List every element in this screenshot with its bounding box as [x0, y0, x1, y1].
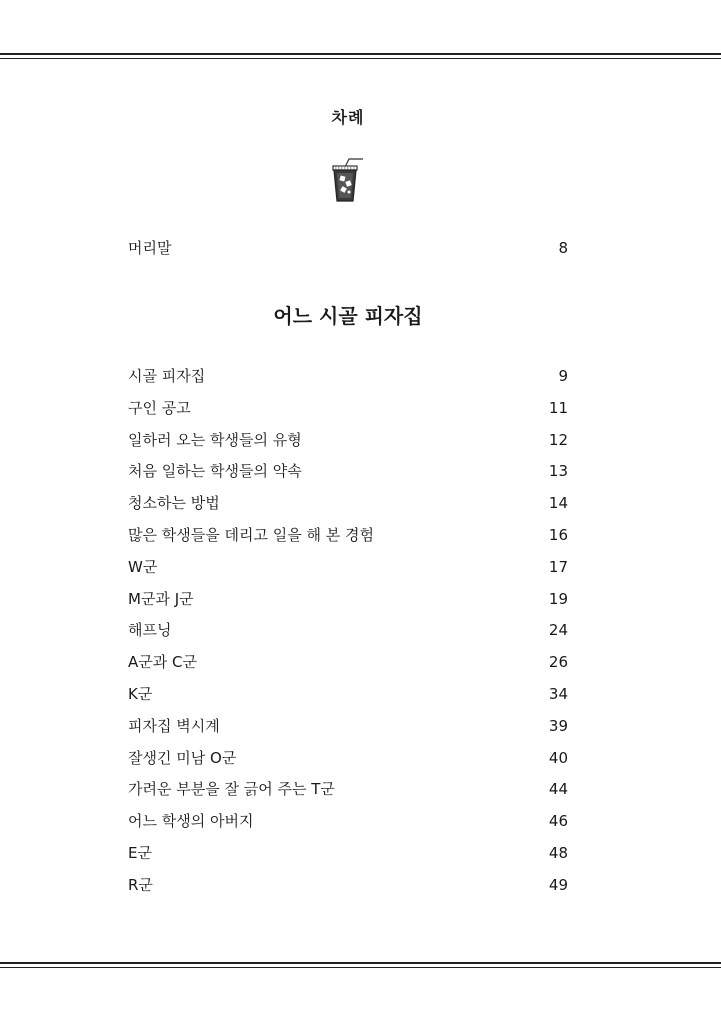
entry-label: W군: [128, 558, 158, 576]
entry-page: 40: [548, 749, 568, 767]
toc-entry: [128, 875, 568, 895]
entry-page: 19: [548, 590, 568, 608]
entry-page: 9: [558, 367, 568, 385]
entry-page: 49: [548, 876, 568, 894]
entry-page: 11: [548, 399, 568, 417]
entry-page: 34: [548, 685, 568, 703]
entry-label: A군과 C군: [128, 653, 197, 671]
entry-page: 48: [548, 844, 568, 862]
toc-entry: [128, 461, 568, 481]
entry-page: 44: [548, 780, 568, 798]
toc-entry: [128, 684, 568, 704]
entry-page: 12: [548, 431, 568, 449]
toc-entry: [128, 430, 568, 450]
iced-drink-cup-icon: [329, 157, 365, 203]
entry-page: 24: [548, 621, 568, 639]
entry-label: 머리말: [128, 239, 172, 257]
entry-label: E군: [128, 844, 152, 862]
toc-entry: [128, 716, 568, 736]
toc-entry: [128, 366, 568, 386]
entry-label: 잘생긴 미남 O군: [128, 749, 237, 767]
entry-label: 일하러 오는 학생들의 유형: [128, 431, 302, 449]
toc-entry: [128, 398, 568, 418]
entry-page: 39: [548, 717, 568, 735]
entry-page: 17: [548, 558, 568, 576]
entry-page: 8: [558, 239, 568, 257]
entry-page: 14: [548, 494, 568, 512]
entry-label: 많은 학생들을 데리고 일을 해 본 경험: [128, 526, 374, 544]
toc-entry-preface: [128, 238, 568, 258]
toc-entry: [128, 557, 568, 577]
entry-label: 시골 피자집: [128, 367, 206, 385]
entry-label: 해프닝: [128, 621, 172, 639]
entry-page: 26: [548, 653, 568, 671]
entry-label: R군: [128, 876, 153, 894]
toc-entry: [128, 811, 568, 831]
entry-label: 가려운 부분을 잘 긁어 주는 T군: [128, 780, 335, 798]
toc-entry: [128, 652, 568, 672]
entry-label: 처음 일하는 학생들의 약속: [128, 462, 302, 480]
toc-title: 차례: [331, 108, 365, 127]
entry-label: K군: [128, 685, 153, 703]
entry-label: M군과 J군: [128, 590, 194, 608]
section-title: 어느 시골 피자집: [273, 304, 423, 328]
toc-entry: [128, 779, 568, 799]
entry-label: 청소하는 방법: [128, 494, 220, 512]
entry-page: 16: [548, 526, 568, 544]
bottom-double-rule: [0, 962, 721, 968]
toc-entry: [128, 620, 568, 640]
entry-page: 13: [548, 462, 568, 480]
toc-entry: [128, 843, 568, 863]
top-double-rule: [0, 53, 721, 59]
entry-label: 어느 학생의 아버지: [128, 812, 254, 830]
toc-entry: [128, 589, 568, 609]
toc-entry: [128, 525, 568, 545]
toc-entry: [128, 493, 568, 513]
toc-entry: [128, 748, 568, 768]
entry-page: 46: [548, 812, 568, 830]
entry-label: 구인 공고: [128, 399, 191, 417]
entry-label: 피자집 벽시계: [128, 717, 220, 735]
